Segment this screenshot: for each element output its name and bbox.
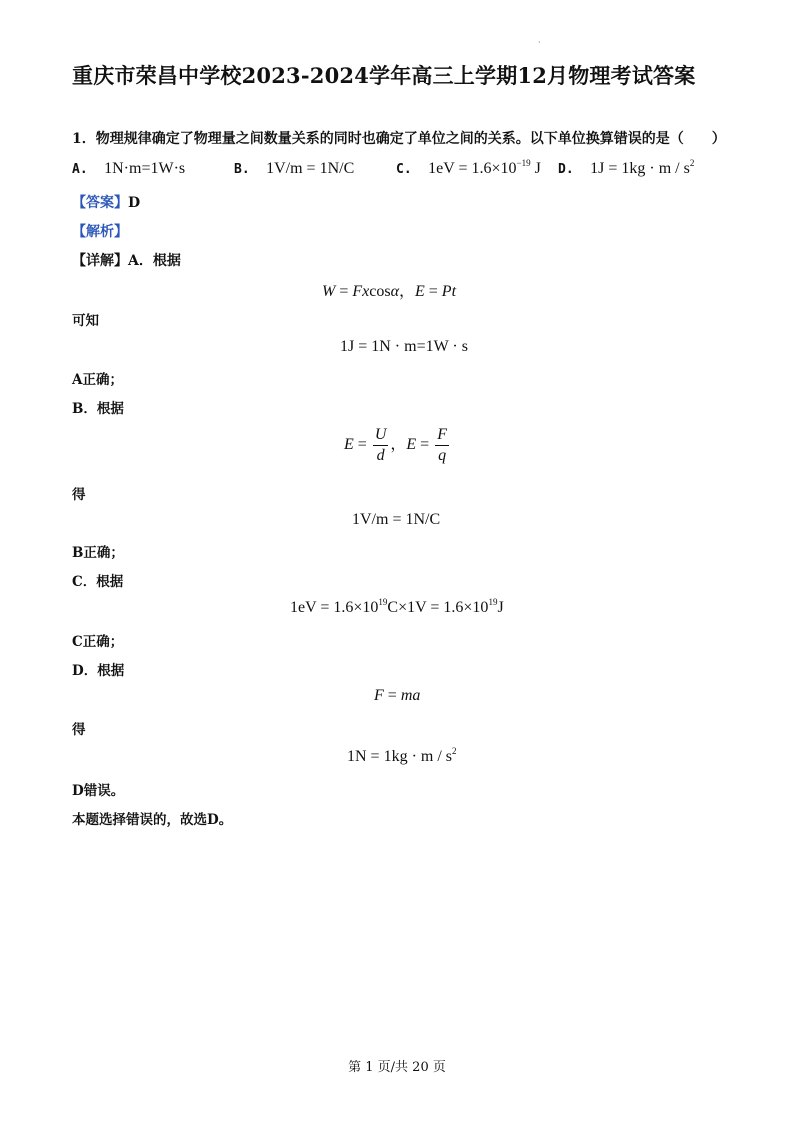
fraction-u: U	[373, 426, 389, 446]
eq1-equals: =	[335, 283, 353, 300]
text-c-correct: C正确；	[72, 634, 124, 650]
fraction-f: F	[435, 426, 449, 446]
eq3-e2: E	[406, 436, 417, 454]
option-a-text: 1N·m=1W·s	[104, 160, 186, 177]
detail-line	[72, 250, 181, 270]
answer-line	[72, 192, 140, 212]
equation-work-power	[322, 278, 456, 301]
text-d-wrong: D错误。	[72, 783, 125, 799]
eq6-ma: ma	[400, 687, 421, 704]
eq6-f: F	[374, 687, 384, 704]
option-d-exponent: 2	[689, 158, 695, 168]
eq3-comma: ，	[390, 436, 407, 454]
eq3-equals-2: =	[416, 436, 434, 454]
text-c-basis: C．根据	[72, 574, 124, 590]
equation-field-strength	[344, 426, 451, 465]
detail-text: A．根据	[128, 253, 181, 269]
eq5-part1: 1eV = 1.6×10	[290, 599, 379, 616]
answer-label: 【答案】	[72, 195, 128, 211]
equation-v-per-m: 1V/m = 1N/C	[352, 511, 441, 528]
eq1-w: W	[322, 283, 336, 300]
eq5-part2: C×1V = 1.6×10	[387, 599, 489, 616]
fraction-q: q	[438, 447, 447, 464]
option-c	[396, 160, 541, 178]
eq5-exp1: 19	[378, 597, 388, 607]
eq1-equals-2: =	[424, 283, 442, 300]
equation-newton-unit	[347, 748, 457, 766]
option-c-tag: C.	[396, 162, 412, 177]
text-d-basis: D．根据	[72, 663, 125, 679]
eq5-part3: J	[497, 599, 504, 616]
text-b-correct: B正确；	[72, 545, 124, 561]
eq7-text: 1N = 1kg · m / s	[347, 748, 453, 765]
option-a	[72, 160, 185, 178]
page-title: 重庆市荣昌中学校2023-2024学年高三上学期12月物理考试答案	[72, 63, 696, 88]
eq3-e: E	[344, 436, 354, 454]
analysis-label: 【解析】	[72, 224, 128, 240]
detail-label: 【详解】	[72, 253, 128, 269]
equation-joule: 1J = 1N · m=1W · s	[340, 338, 468, 355]
text-kezhi: 可知	[72, 313, 99, 329]
eq6-equals: =	[383, 687, 401, 704]
option-d-text: 1J = 1kg · m / s	[590, 160, 690, 177]
eq1-pt: Pt	[441, 283, 457, 300]
text-b-basis: B．根据	[72, 401, 124, 417]
eq1-comma: ，	[398, 283, 415, 300]
text-de-2: 得	[72, 722, 86, 738]
fraction-d: d	[376, 447, 385, 464]
option-a-tag: A.	[72, 162, 88, 177]
text-a-correct: A正确；	[72, 372, 123, 388]
option-b-tag: B.	[234, 162, 250, 177]
answer-value: D	[128, 195, 141, 211]
option-c-exponent: −19	[516, 158, 531, 168]
option-b-text: 1V/m = 1N/C	[266, 160, 355, 177]
fraction-u-d	[373, 426, 389, 465]
option-d	[558, 160, 694, 178]
question-stem: 1．物理规律确定了物理量之间数量关系的同时也确定了单位之间的关系。以下单位换算错误的是（ ）	[72, 131, 726, 147]
option-c-unit: J	[530, 160, 541, 177]
text-conclusion: 本题选择错误的，故选D。	[72, 812, 233, 828]
eq3-equals: =	[353, 436, 371, 454]
eq1-e: E	[414, 283, 425, 300]
eq1-cos: cos	[369, 283, 391, 300]
equation-newton-second-law	[374, 687, 420, 705]
eq5-exp2: 19	[488, 597, 498, 607]
option-d-tag: D.	[558, 162, 574, 177]
eq1-alpha: α	[390, 283, 399, 300]
page-footer: 第 1 页/共 20 页	[348, 1060, 446, 1075]
fraction-f-q	[435, 426, 449, 465]
equation-electronvolt	[290, 599, 504, 617]
eq1-fx: Fx	[352, 283, 370, 300]
text-de-1: 得	[72, 487, 86, 503]
option-b	[234, 160, 354, 178]
eq7-exponent: 2	[452, 746, 457, 756]
page-speck: ·	[538, 38, 541, 47]
option-c-text: 1eV = 1.6×10	[428, 160, 517, 177]
